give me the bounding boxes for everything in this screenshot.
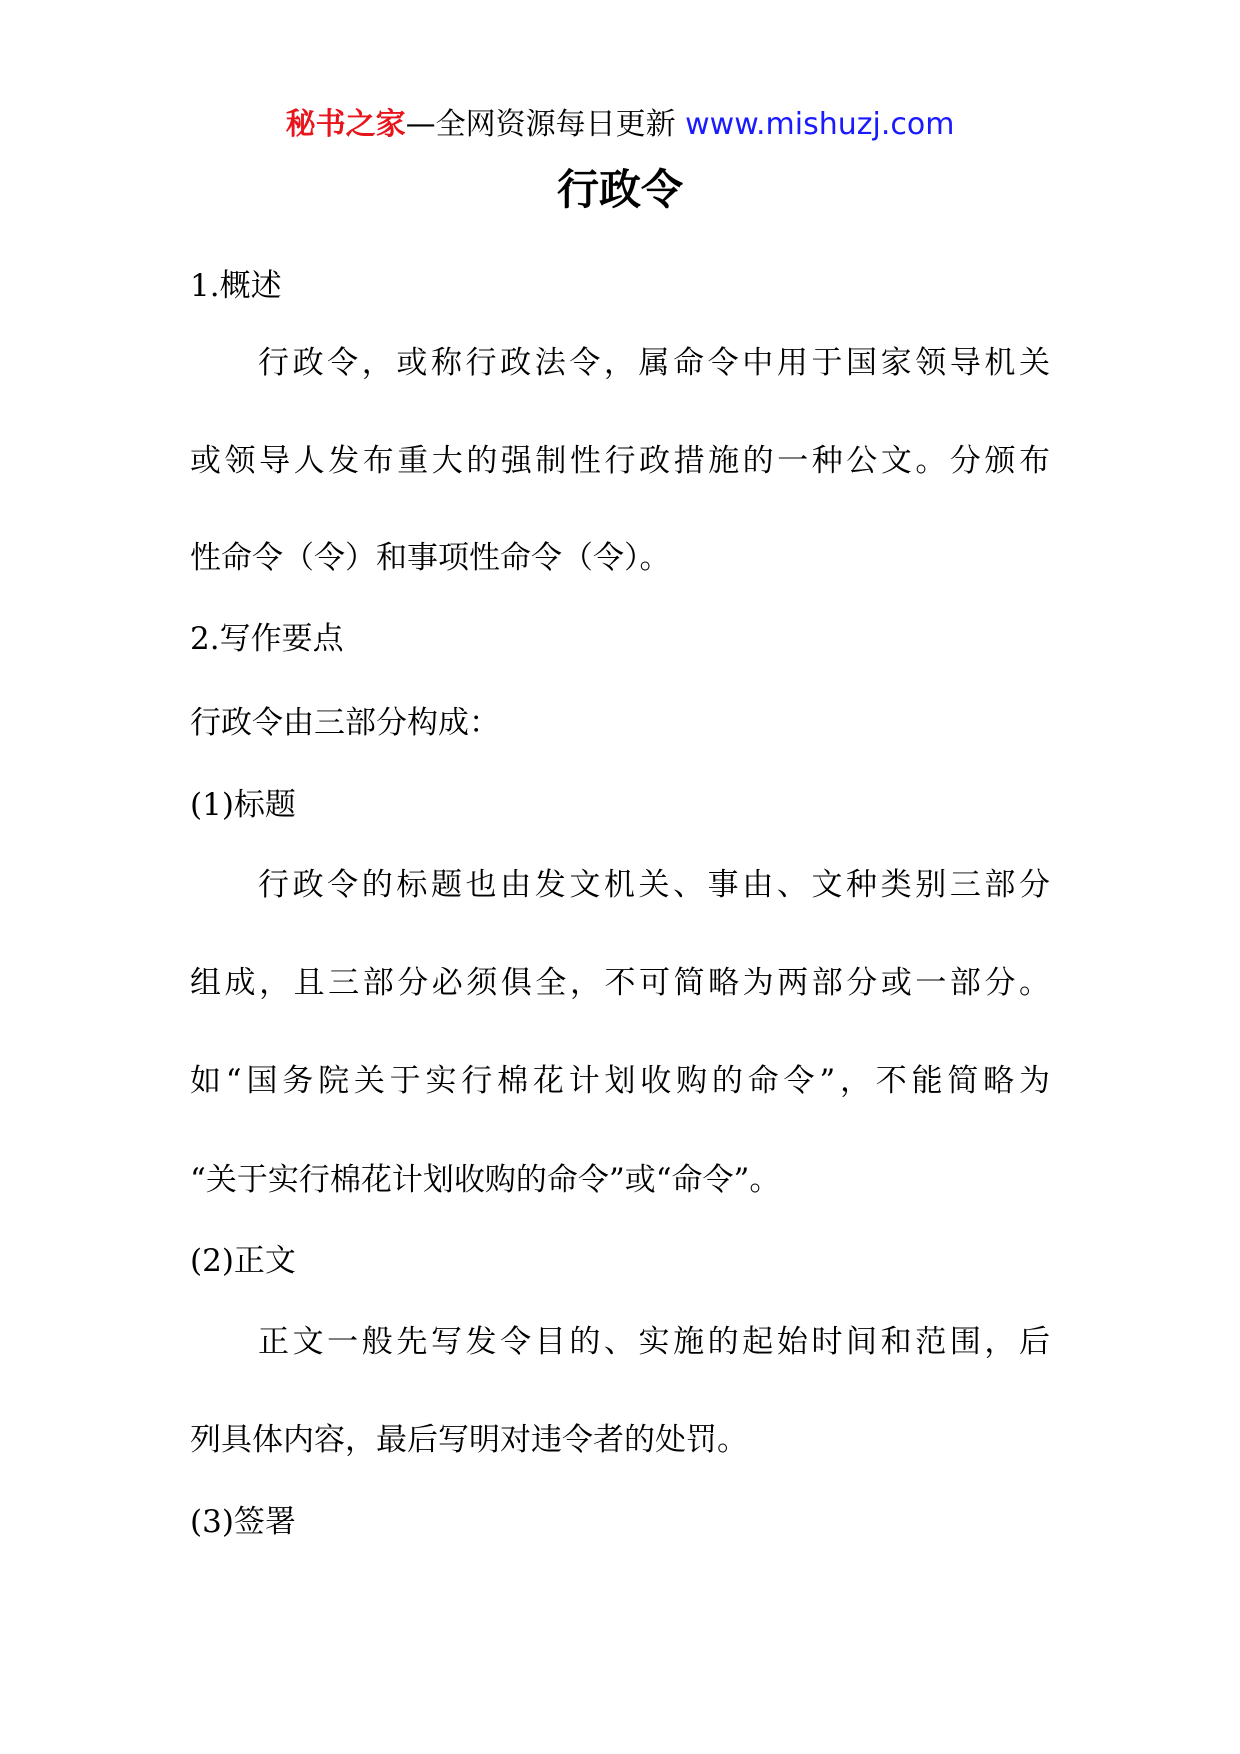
paragraph-line: 行政令的标题也由发文机关、事由、文种类别三部分 [258,867,1050,903]
page-header [0,100,1240,150]
site-brand: 秘书之家 [285,107,406,142]
site-url-link[interactable]: www.mishuzj.com [685,107,955,142]
subheading-title: (1)标题 [190,787,296,823]
paragraph-line: 行政令，或称行政法令，属命令中用于国家领导机关 [258,345,1050,381]
paragraph-line: 性命令（令）和事项性命令（令）。 [190,540,671,576]
paragraph-line: “关于实行棉花计划收购的命令”或“命令”。 [190,1162,781,1198]
paragraph-line: 列具体内容，最后写明对违令者的处罚。 [190,1422,748,1458]
subheading-body: (2)正文 [190,1243,296,1279]
site-tagline: —全网资源每日更新 [405,107,686,142]
paragraph-line: 或领导人发布重大的强制性行政措施的一种公文。分颁布 [190,443,1050,479]
document-title: 行政令 [556,165,683,214]
paragraph-line: 行政令由三部分构成： [190,705,500,741]
section-heading-writing-points: 2.写作要点 [190,621,344,657]
section-heading-overview: 1.概述 [190,268,282,304]
paragraph-line: 如“国务院关于实行棉花计划收购的命令”，不能简略为 [190,1063,1050,1099]
subheading-signature: (3)签署 [190,1504,296,1540]
paragraph-line: 正文一般先写发令目的、实施的起始时间和范围，后 [258,1324,1050,1360]
paragraph-line: 组成，且三部分必须俱全，不可简略为两部分或一部分。 [190,965,1050,1001]
